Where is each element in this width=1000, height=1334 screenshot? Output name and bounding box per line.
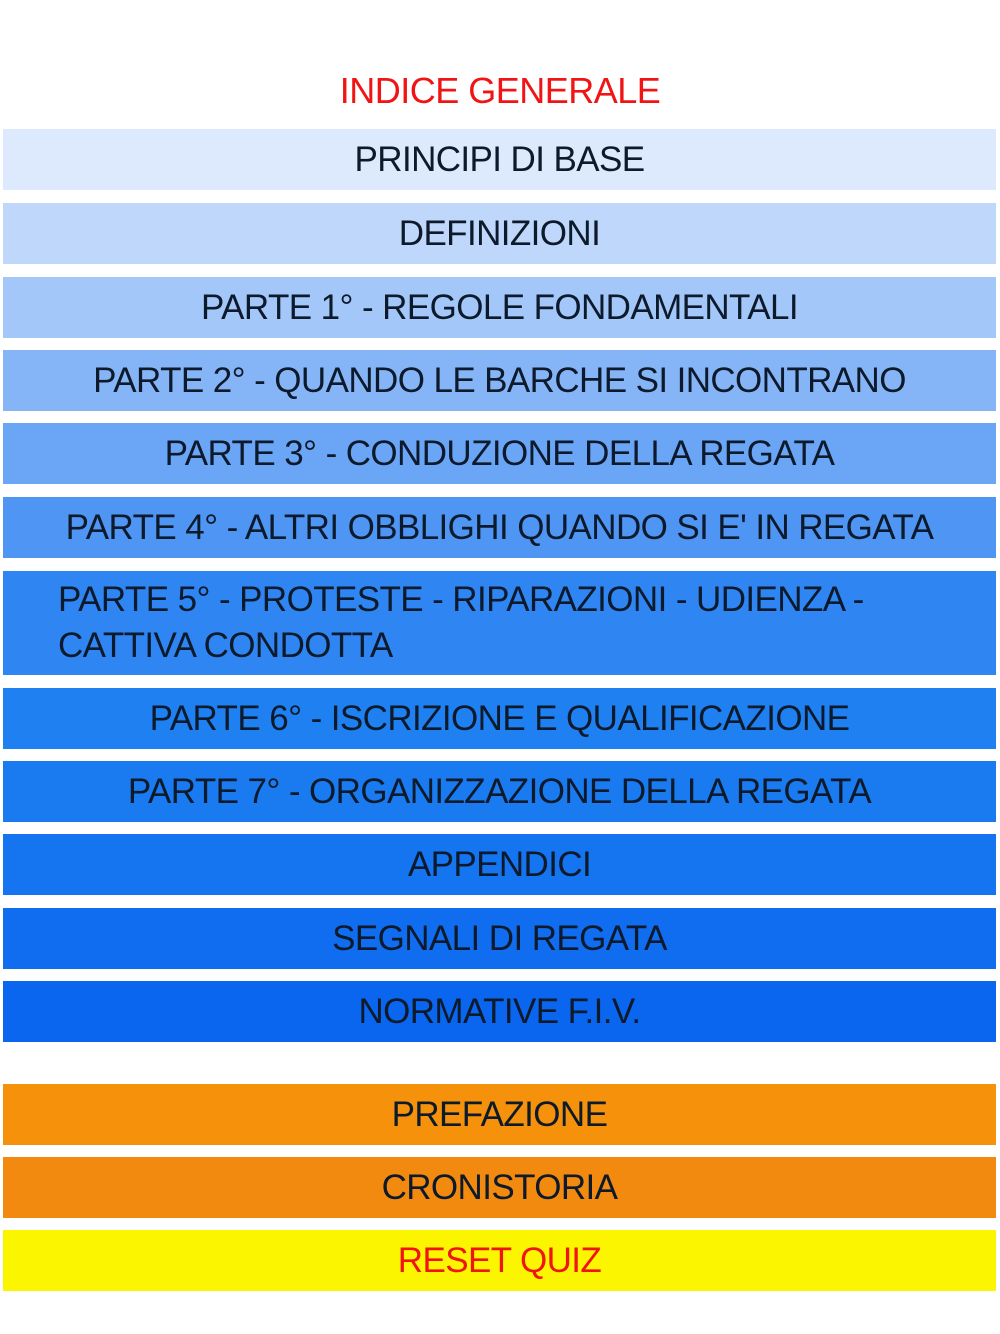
- menu-label: DEFINIZIONI: [398, 213, 601, 253]
- menu-label: PARTE 5° - PROTESTE - RIPARAZIONI - UDIENZA - CATTIVA CONDOTTA: [58, 580, 864, 665]
- menu-parte-7[interactable]: [3, 761, 996, 822]
- menu-label: APPENDICI: [407, 844, 592, 884]
- menu-label: PARTE 3° - CONDUZIONE DELLA REGATA: [164, 433, 835, 473]
- menu-appendici[interactable]: [3, 834, 996, 895]
- menu-parte-5[interactable]: [3, 571, 996, 675]
- menu-parte-2[interactable]: [3, 350, 996, 411]
- prefazione-button[interactable]: [3, 1084, 996, 1145]
- menu-parte-4[interactable]: [3, 497, 996, 558]
- reset-quiz-button[interactable]: [3, 1230, 996, 1291]
- menu-parte-6[interactable]: [3, 688, 996, 749]
- menu-definizioni[interactable]: [3, 203, 996, 264]
- menu-label: PARTE 6° - ISCRIZIONE E QUALIFICAZIONE: [149, 698, 850, 738]
- menu-parte-3[interactable]: [3, 423, 996, 484]
- menu-label: NORMATIVE F.I.V.: [358, 991, 641, 1031]
- menu-normative-fiv[interactable]: [3, 981, 996, 1042]
- prefazione-label: PREFAZIONE: [391, 1094, 608, 1134]
- reset-quiz-label: RESET QUIZ: [397, 1240, 602, 1280]
- menu-label: PARTE 7° - ORGANIZZAZIONE DELLA REGATA: [127, 771, 872, 811]
- menu-label: PRINCIPI DI BASE: [354, 139, 645, 179]
- page-title: INDICE GENERALE: [339, 70, 661, 111]
- menu-label: PARTE 4° - ALTRI OBBLIGHI QUANDO SI E' IN REGATA: [65, 507, 934, 547]
- menu-label: PARTE 1° - REGOLE FONDAMENTALI: [201, 287, 798, 327]
- cronistoria-label: CRONISTORIA: [381, 1167, 618, 1207]
- menu-parte-1[interactable]: [3, 277, 996, 338]
- menu-label: SEGNALI DI REGATA: [332, 918, 667, 958]
- menu-label: PARTE 2° - QUANDO LE BARCHE SI INCONTRANO: [93, 360, 906, 400]
- cronistoria-button[interactable]: [3, 1157, 996, 1218]
- menu-principi-di-base[interactable]: [3, 129, 996, 190]
- menu-segnali-di-regata[interactable]: [3, 908, 996, 969]
